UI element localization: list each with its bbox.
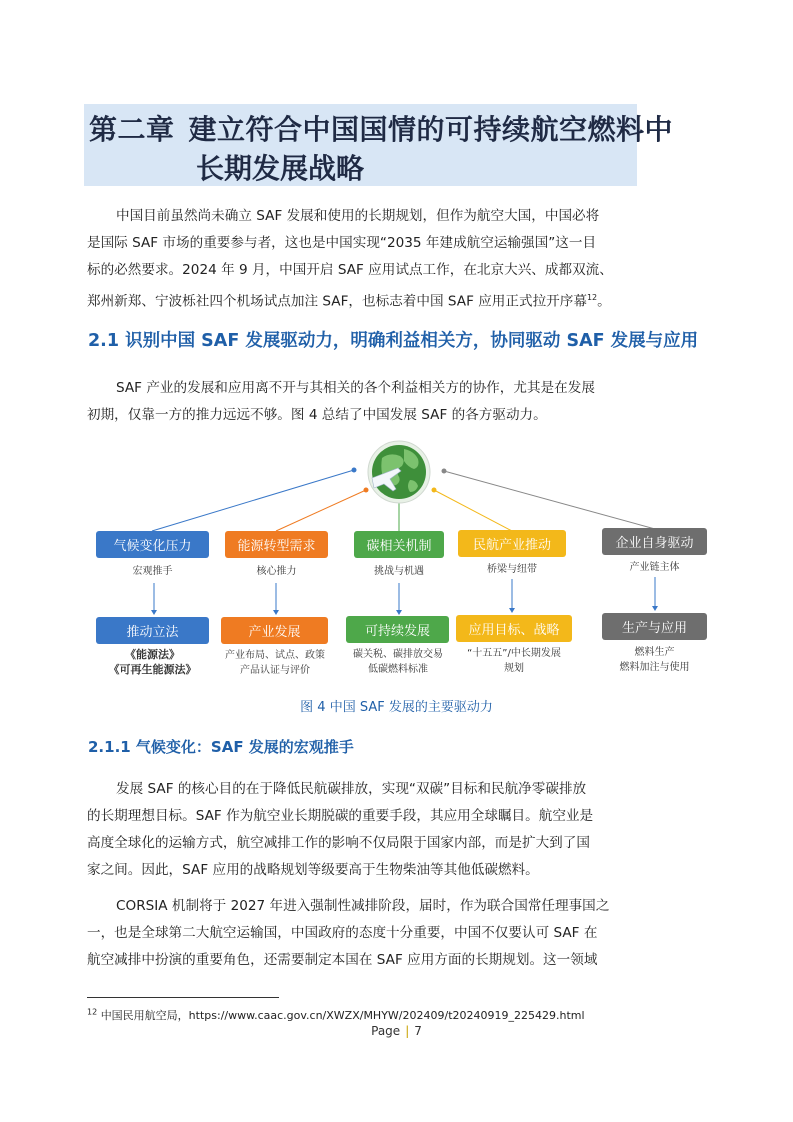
driver-carbon-box: 碳相关机制 [354,531,444,558]
corsia-paragraph [87,893,635,974]
detail-line: 《能源法》 [125,648,180,661]
result-industry-details [215,648,335,678]
result-legislation-box: 推动立法 [96,617,209,644]
result-legislation-details [96,647,209,677]
page-number [0,1024,793,1038]
result-targets-details [452,646,576,676]
driver-carbon-role: 挑战与机遇 [374,566,424,577]
connector-dot [432,488,437,493]
detail-line: 产业布局、试点、政策 [225,650,325,661]
driver-climate-role: 宏观推手 [132,566,173,577]
detail-line: 燃料生产 [634,647,675,658]
driver-energy-role: 核心推力 [256,566,297,577]
climate-paragraph [87,776,635,884]
connector-dot [442,469,447,474]
connector-dot [364,488,369,493]
text-line: 高度全球化的运输方式，航空减排工作的影响不仅局限于国家内部，而是扩大到了国 [87,835,590,851]
connector-enterprise [444,471,655,529]
connector-energy [276,490,366,531]
page-number-value: 7 [414,1024,422,1038]
result-production-details [598,645,711,675]
result-industry-box: 产业发展 [221,617,328,644]
driver-enterprise-box: 企业自身驱动 [602,528,707,555]
detail-line: 产品认证与评价 [240,665,310,676]
driver-climate-box: 气候变化压力 [96,531,209,558]
detail-line: 碳关税、碳排放交易 [353,649,443,660]
globe-airplane-icon [368,441,430,503]
figure-caption: 图 4 中国 SAF 发展的主要驱动力 [300,700,493,715]
chapter-title-line2: 长期发展战略 [196,152,365,185]
text-line: 的长期理想目标。SAF 作为航空业长期脱碳的重要手段，其应用全球瞩目。航空业是 [87,808,594,824]
connector-aviation [434,490,512,531]
driver-aviation-role: 桥梁与纽带 [487,564,537,575]
driver-aviation-box: 民航产业推动 [458,530,566,557]
text-line: 是国际 SAF 市场的重要参与者，这也是中国实现“2035 年建成航空运输强国”这一目 [87,235,597,251]
detail-line: “十五五”/中长期发展 [467,648,561,659]
footnote-text[interactable]: 中国民用航空局，https://www.caac.gov.cn/XWZX/MHYW/202409/t20240919_225429.html [100,1009,585,1022]
chapter-title-text: 建立符合中国国情的可持续航空燃料中 [188,113,674,146]
detail-line: 低碳燃料标准 [368,664,428,675]
section-heading-2-1-1: 2.1.1 气候变化：SAF 发展的宏观推手 [88,738,354,756]
connector-dot [352,468,357,473]
page-label: Page [371,1024,401,1038]
text-line: CORSIA 机制将于 2027 年进入强制性减排阶段，届时，作为联合国常任理事国之 [116,898,610,914]
text-line: SAF 产业的发展和应用离不开与其相关的各个利益相关方的协作，尤其是在发展 [116,380,595,396]
result-sustainable-box: 可持续发展 [346,616,449,643]
text-line: 初期，仅靠一方的推力远远不够。图 4 总结了中国发展 SAF 的各方驱动力。 [87,407,547,423]
text-line: 发展 SAF 的核心目的在于降低民航碳排放，实现“双碳”目标和民航净零碳排放 [116,781,587,797]
driver-energy-box: 能源转型需求 [225,531,328,558]
result-targets-box: 应用目标、战略 [456,615,572,642]
text-line: 郑州新郑、宁波栎社四个机场试点加注 SAF，也标志着中国 SAF 应用正式拉开序幕$^{12}$。 [87,293,611,310]
footnote-number: 12 [87,1007,98,1017]
page-separator: | [405,1024,410,1038]
text-line: 标的必然要求。2024 年 9 月，中国开启 SAF 应用试点工作，在北京大兴、成都双流、 [87,262,613,278]
detail-line: 规划 [504,663,524,674]
section-heading-2-1: 2.1 识别中国 SAF 发展驱动力，明确利益相关方，协同驱动 SAF 发展与应用 [88,331,699,351]
text-line: 家之间。因此，SAF 应用的战略规划等级要高于生物柴油等其他低碳燃料。 [87,862,539,878]
footnote [87,1007,585,1023]
text-line: 中国目前虽然尚未确立 SAF 发展和使用的长期规划，但作为航空大国，中国必将 [116,208,600,224]
result-production-box: 生产与应用 [602,613,707,640]
connector-climate [152,470,354,531]
result-sustainable-details [340,647,456,677]
driver-arrows [151,577,658,615]
chapter-number: 第二章 [89,113,175,146]
detail-line: 燃料加注与使用 [619,662,690,673]
text-line: 一，也是全球第二大航空运输国，中国政府的态度十分重要，中国不仅要认可 SAF 在 [87,925,598,941]
driver-enterprise-role: 产业链主体 [629,562,680,573]
text-line-content: 郑州新郑、宁波栎社四个机场试点加注 SAF，也标志着中国 SAF 应用正式拉开序幕 [87,293,587,310]
text-line: 航空减排中扮演的重要角色，还需要制定本国在 SAF 应用方面的长期规划。这一领域 [87,952,598,968]
footnote-ref[interactable]: 12 [586,293,598,302]
footnote-divider [87,997,279,998]
detail-line: 《可再生能源法》 [108,663,197,676]
